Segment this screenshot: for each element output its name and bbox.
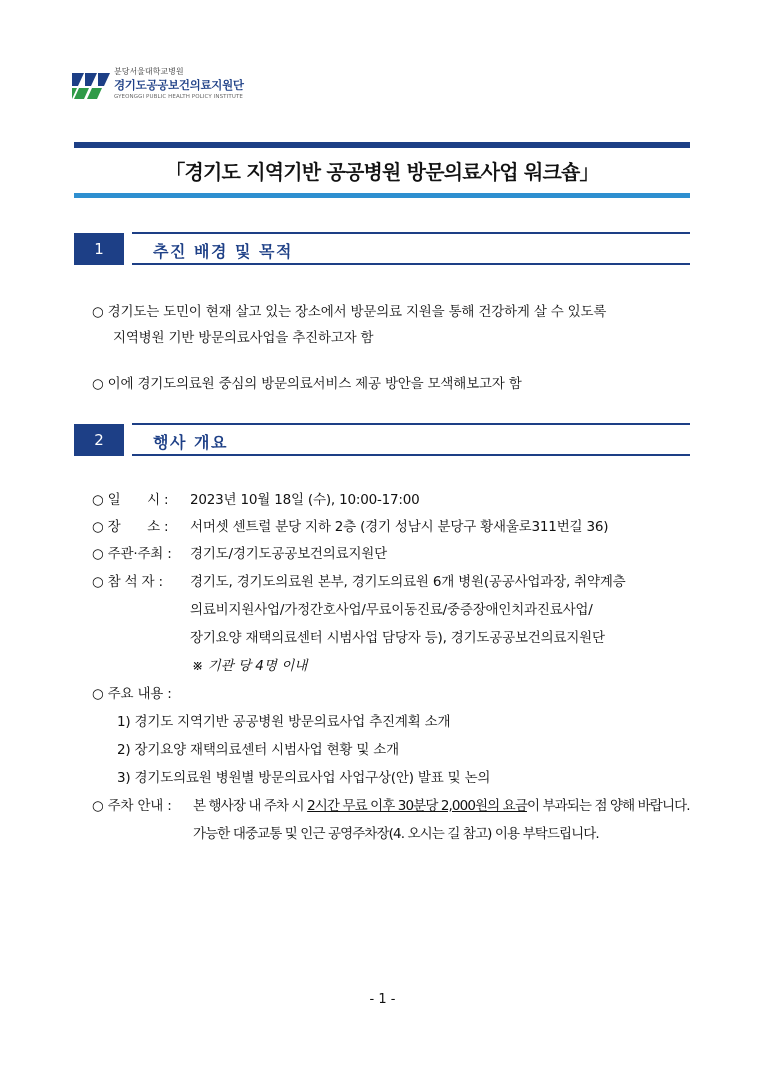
attendees-note: ※ 기관 당 4명 이내 [192,658,308,674]
parking-text-post: 이 부과되는 점 양해 바랍니다. [526,798,690,814]
host-label: ○ 주관·주최 : [92,546,172,562]
place-label: ○ 장 소 : [92,519,169,535]
section-1-top-rule [132,232,690,234]
logo [72,66,252,106]
attendees-label: ○ 참 석 자 : [92,574,163,590]
date-label: ○ 일 시 : [92,492,169,508]
host-value: 경기도/경기도공공보건의료지원단 [190,546,387,562]
attendees-line-2: 의료비지원사업/가정간호사업/무료이동진료/중증장애인치과진료사업/ [190,602,593,618]
logo-hospital-name: 분당서울대학교병원 [114,67,184,76]
content-item-2: 2) 장기요양 재택의료센터 시범사업 현황 및 소개 [117,742,399,758]
section-1-number: 1 [74,233,124,265]
parking-fee-underlined: 2시간 무료 이후 30분당 2,000원의 요금 [307,798,527,814]
content-label: ○ 주요 내용 : [92,686,172,702]
section-2-top-rule [132,423,690,425]
institute-logo-icon [72,73,110,99]
attendees-line-3: 장기요양 재택의료센터 시범사업 담당자 등), 경기도공공보건의료지원단 [190,630,605,646]
purpose-bullet-2: ○ 이에 경기도의료원 중심의 방문의료서비스 제공 방안을 모색해보고자 함 [92,376,522,392]
logo-institute-name: 경기도공공보건의료지원단 [114,78,244,92]
content-item-3: 3) 경기도의료원 병원별 방문의료사업 사업구상(안) 발표 및 논의 [117,770,491,786]
title-bottom-rule [74,193,690,198]
document-title: 「경기도 지역기반 공공병원 방문의료사업 워크숍」 [165,160,599,184]
page-number: - 1 - [369,992,396,1007]
parking-text-pre: 본 행사장 내 주차 시 [193,798,308,814]
content-item-1: 1) 경기도 지역기반 공공병원 방문의료사업 추진계획 소개 [117,714,451,730]
attendees-line-1: 경기도, 경기도의료원 본부, 경기도의료원 6개 병원(공공사업과장, 취약계층 [190,574,626,590]
logo-english-name: GYEONGGI PUBLIC HEALTH POLICY INSTITUTE [114,94,243,100]
parking-line-2: 가능한 대중교통 및 인근 공영주차장(4. 오시는 길 참고) 이용 부탁드립니다. [193,826,599,842]
date-value: 2023년 10월 18일 (수), 10:00-17:00 [190,492,420,508]
place-value: 서머셋 센트럴 분당 지하 2층 (경기 성남시 분당구 황새울로311번길 36) [190,519,609,535]
parking-line-1 [193,794,690,814]
purpose-bullet-1-line-2: 지역병원 기반 방문의료사업을 추진하고자 함 [113,330,374,346]
section-2-number: 2 [74,424,124,456]
section-2-title: 행사 개요 [153,433,228,452]
purpose-bullet-1-line-1: ○ 경기도는 도민이 현재 살고 있는 장소에서 방문의료 지원을 통해 건강하게 살 수 있도록 [92,304,607,320]
title-top-rule [74,142,690,148]
parking-label: ○ 주차 안내 : [92,798,172,814]
section-1-title: 추진 배경 및 목적 [153,242,293,261]
section-1-bottom-rule [132,263,690,265]
section-2-bottom-rule [132,454,690,456]
